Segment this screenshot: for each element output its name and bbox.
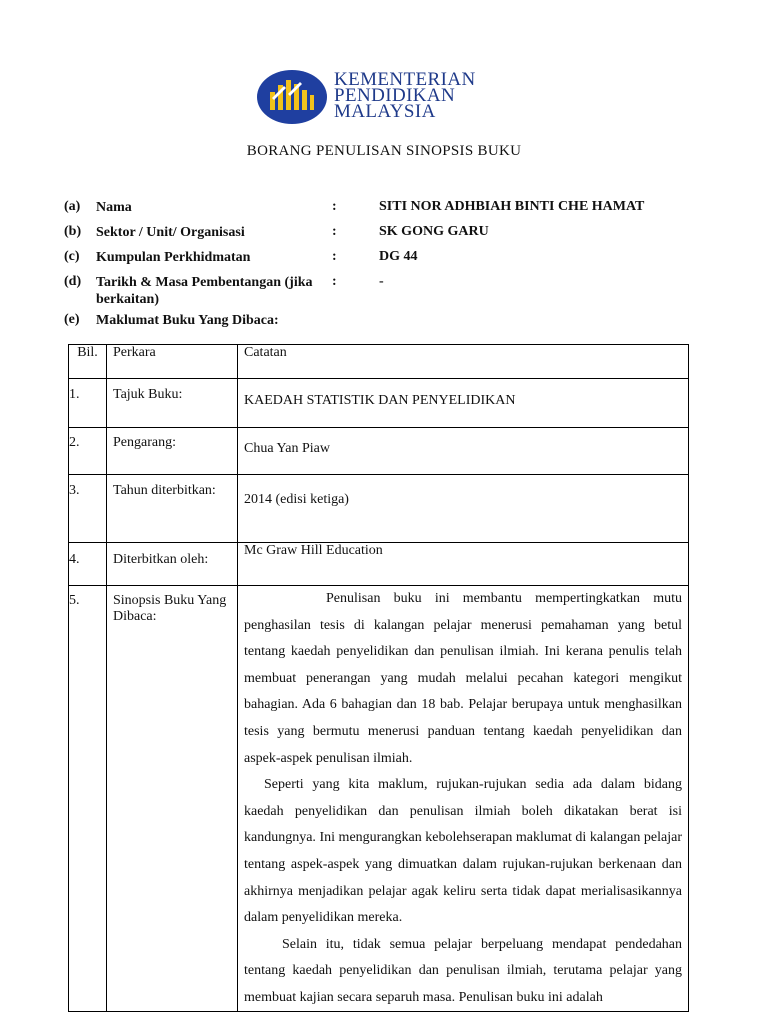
- row-value: Mc Graw Hill Education: [238, 543, 689, 586]
- synopsis-paragraph: Selain itu, tidak semua pelajar berpeluang mendapat pendedahan tentang kaedah penyelidikan dan penulisan ilmiah, terutama pelajar yang membuat kajian secara separuh masa. Penulisan buku ini adalah: [244, 936, 682, 1004]
- row-number: 5.: [69, 586, 107, 1012]
- row-number: 4.: [69, 543, 107, 586]
- synopsis-text: [244, 586, 682, 1004]
- table-row: [69, 586, 689, 1012]
- info-colon: :: [332, 224, 337, 239]
- info-label: Kumpulan Perkhidmatan: [96, 250, 251, 265]
- row-item: Tahun diterbitkan:: [107, 475, 238, 543]
- logo-line-1: KEMENTERIAN: [334, 69, 476, 90]
- info-colon: :: [332, 249, 337, 264]
- synopsis-cell: [238, 586, 689, 1012]
- row-number: 2.: [69, 428, 107, 475]
- info-value: SITI NOR ADHBIAH BINTI CHE HAMAT: [379, 199, 645, 214]
- info-label: Maklumat Buku Yang Dibaca:: [96, 313, 279, 328]
- row-number: 1.: [69, 379, 107, 428]
- table-row: [69, 475, 689, 543]
- synopsis-paragraph: Penulisan buku ini membantu mempertingkatkan mutu penghasilan tesis di kalangan pelajar menerusi pemahaman yang betul tentang kaedah penyelidikan dan penulisan ilmiah. Ini kerana penulis telah membuat penerangan yang mudah melalui pecahan kategori mengikut bahagian. Ada 6 bahagian dan 18 bab. Pelajar berupaya untuk menghasilkan tesis yang bermutu menerusi panduan tentang kaedah penyelidikan dan aspek-aspek penulisan ilmiah.: [244, 591, 682, 766]
- info-label: Nama: [96, 200, 132, 215]
- table-row: [69, 543, 689, 586]
- row-item: Pengarang:: [107, 428, 238, 475]
- book-info-table: [68, 344, 689, 1012]
- row-value: KAEDAH STATISTIK DAN PENYELIDIKAN: [238, 379, 689, 428]
- logo-line-3: MALAYSIA: [334, 101, 436, 122]
- info-value: SK GONG GARU: [379, 224, 489, 239]
- column-header-bil: Bil.: [69, 345, 107, 379]
- row-item: Tajuk Buku:: [107, 379, 238, 428]
- row-item: Sinopsis Buku Yang Dibaca:: [107, 586, 238, 1012]
- logo-line-2: PENDIDIKAN: [334, 85, 456, 106]
- form-title: BORANG PENULISAN SINOPSIS BUKU: [246, 143, 522, 159]
- info-colon: :: [332, 274, 337, 289]
- info-label: Tarikh & Masa Pembentangan (jika berkaitan): [96, 275, 313, 307]
- table-header-row: [69, 345, 689, 379]
- info-value: -: [379, 274, 384, 289]
- info-code: (a): [64, 199, 81, 214]
- synopsis-paragraph: Seperti yang kita maklum, rujukan-rujukan sedia ada dalam bidang kaedah penyelidikan dan penulisan ilmiah boleh dikatakan berat isi kandungnya. Ini mengurangkan kebolehserapan maklumat di kalangan pelajar tentang aspek-aspek yang dimuatkan dalam rujukan-rujukan berkenaan dan akhirnya menjadikan pelajar agak keliru serta tidak dapat merialisasikannya dalam penyelidikan mereka.: [244, 777, 682, 926]
- table-row: [69, 379, 689, 428]
- info-label: Sektor / Unit/ Organisasi: [96, 225, 245, 240]
- info-code: (e): [64, 312, 80, 327]
- row-item: Diterbitkan oleh:: [107, 543, 238, 586]
- row-value: Chua Yan Piaw: [238, 428, 689, 475]
- row-number: 3.: [69, 475, 107, 543]
- table-row: [69, 428, 689, 475]
- info-colon: :: [332, 199, 337, 214]
- ministry-logo-text: [334, 69, 476, 122]
- ministry-logo: [256, 68, 506, 126]
- ministry-emblem-icon: [256, 68, 332, 126]
- info-code: (b): [64, 224, 82, 239]
- column-header-catatan: Catatan: [238, 345, 689, 379]
- column-header-perkara: Perkara: [107, 345, 238, 379]
- info-value: DG 44: [379, 249, 418, 264]
- row-value: 2014 (edisi ketiga): [238, 475, 689, 543]
- info-code: (d): [64, 274, 82, 289]
- info-code: (c): [64, 249, 80, 264]
